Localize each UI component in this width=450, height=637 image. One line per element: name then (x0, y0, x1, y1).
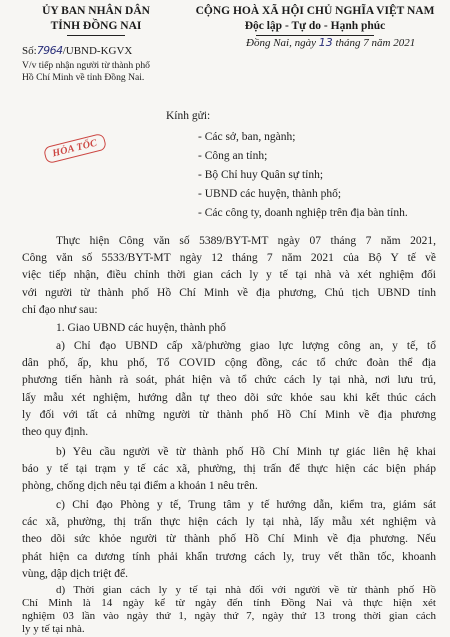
text-line: phát hiện ca dương tính phải khẩn trương cách ly, truy vết thần tốc, khoanh (22, 550, 436, 563)
text-line: báo y tế tại trạm y tế các xã, phường, thị trấn để thực hiện các biện pháp (22, 463, 436, 476)
text-line: các xã, phường, thị trấn thực hiện cách ly tại nhà, lấy mẫu xét nghiệm và (22, 516, 436, 529)
text-line: dân phố, ấp, khu phố, Tổ COVID cộng đồng, các tổ chức đoàn thể địa (22, 357, 436, 370)
date-before: Đồng Nai, ngày (246, 37, 319, 49)
text-line: chỉ đạo như sau: (22, 303, 98, 316)
authority-underline (67, 35, 125, 36)
section-1-heading (22, 320, 436, 337)
greeting: Kính gửi: (166, 110, 211, 122)
text-line: ly đối với tất cả những người từ thành phố Hồ Chí Minh về địa phương (22, 408, 436, 421)
recipient-item: - UBND các huyện, thành phố; (198, 188, 342, 200)
text-line: phương tiến hành rà soát, phát hiện và tổ chức cách ly tại nhà, nơi lưu trú, (22, 374, 436, 387)
text-line: nghiệm 03 lần vào ngày thứ 1, ngày thứ 7, ngày thứ 13 trong thời gian cách (22, 610, 436, 622)
national-motto-header (190, 4, 440, 36)
text-line: với người từ thành phố Hồ Chí Minh về địa phương, Chủ tịch UBND tỉnh (22, 286, 436, 299)
text-line: Chí Minh là 14 ngày kể từ ngày đến tỉnh Đồng Nai và thực hiện xét (22, 597, 436, 609)
document-number-handwritten: 7964 (36, 44, 63, 57)
text-line: vùng, dập dịch triệt để. (22, 567, 129, 580)
recipient-item: - Bộ Chỉ huy Quân sự tỉnh; (198, 169, 324, 181)
recipient-item: - Các sở, ban, ngành; (198, 131, 296, 143)
nation-name: CỘNG HOÀ XÃ HỘI CHỦ NGHĨA VIỆT NAM (195, 5, 435, 17)
text-line: a) Chỉ đạo UBND cấp xã/phường giao lực lượng công an, y tế, tổ (56, 340, 436, 352)
text-line: d) Thời gian cách ly y tế tại nhà đối với người về từ thành phố Hồ (56, 584, 436, 596)
item-a-paragraph (22, 338, 436, 441)
text-line: b) Yêu cầu người về từ thành phố Hồ Chí Minh tự giác liên hệ khai (56, 446, 436, 458)
text-line: ly y tế tại nhà. (22, 623, 85, 635)
recipient-item: - Công an tỉnh; (198, 150, 268, 162)
date-after: tháng 7 năm 2021 (332, 37, 416, 49)
item-c-paragraph (22, 497, 436, 583)
item-d-paragraph (22, 584, 436, 636)
text-line: theo quy định. (22, 426, 89, 439)
subject-line: V/v tiếp nhận người từ thành phố (22, 60, 150, 71)
document-number-prefix: Số: (22, 45, 37, 57)
intro-paragraph (22, 233, 436, 319)
urgent-stamp: HỎA TỐC (43, 133, 107, 164)
document-number (22, 44, 132, 57)
text-line: phòng, chống dịch nêu tại điểm a khoản 1 nêu trên. (22, 480, 258, 493)
text-line: c) Chỉ đạo Phòng y tế, Trung tâm y tế hướng dẫn, kiểm tra, giám sát (56, 499, 436, 511)
motto: Độc lập - Tự do - Hạnh phúc (244, 20, 386, 32)
item-b-paragraph (22, 444, 436, 496)
date-line (246, 36, 415, 49)
recipient-list (198, 128, 408, 223)
recipient-item: - Các công ty, doanh nghiệp trên địa bàn tỉnh. (198, 207, 408, 219)
issuing-authority-header (22, 4, 170, 36)
subject-line: Hồ Chí Minh về tỉnh Đồng Nai. (22, 72, 145, 83)
text-line: 1. Giao UBND các huyện, thành phố (56, 322, 226, 334)
text-line: Thực hiện Công văn số 5389/BYT-MT ngày 07 tháng 7 năm 2021, (56, 235, 436, 247)
text-line: lấy mẫu xét nghiệm, hướng dẫn tự theo dõi sức khỏe sau khi kết thúc cách (22, 391, 436, 404)
text-line: Công văn số 5533/BYT-MT ngày 12 tháng 7 năm 2021 của Bộ Y tế về (22, 252, 436, 265)
date-day-handwritten: 13 (318, 36, 333, 49)
document-number-suffix: /UBND-KGVX (62, 45, 133, 57)
text-line: theo dõi sức khỏe người từ thành phố Hồ Chí Minh về địa phương. Nếu (22, 533, 436, 546)
text-line: việc tiếp nhận, điều chỉnh thời gian cách ly y tế tại nhà và xét nghiệm đối (22, 269, 436, 282)
subject-block (22, 60, 150, 84)
authority-line-1: ỦY BAN NHÂN DÂN (42, 5, 150, 17)
authority-line-2: TỈNH ĐỒNG NAI (50, 20, 142, 32)
